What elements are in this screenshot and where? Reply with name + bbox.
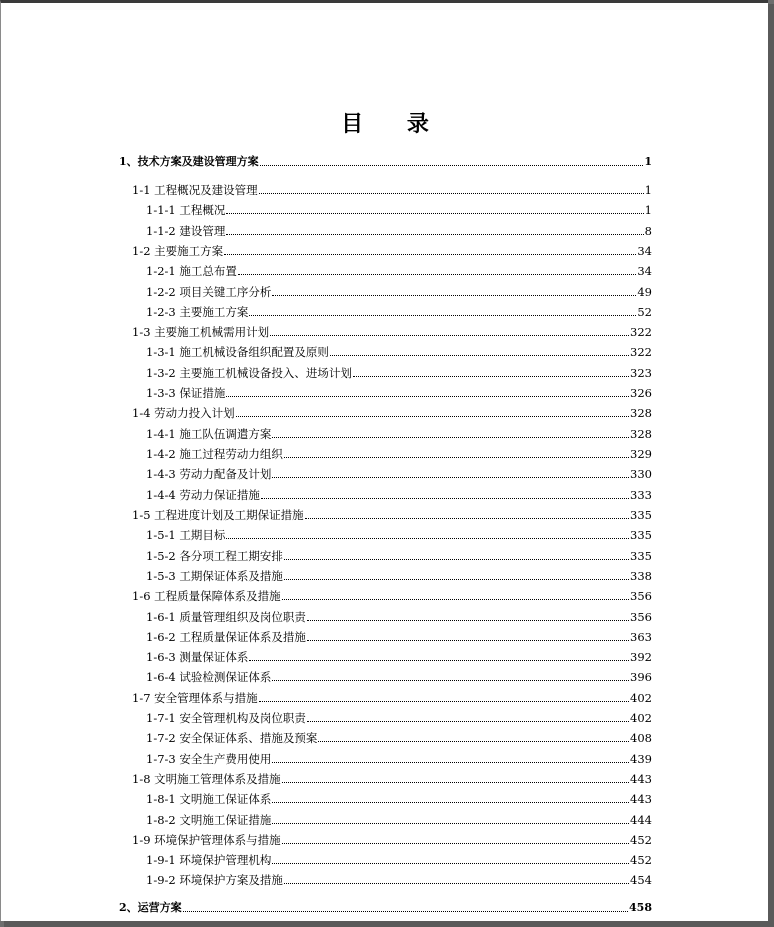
toc-entry-page-number: 454	[630, 873, 652, 887]
toc-entry[interactable]	[146, 382, 652, 400]
toc-entry-page-number: 356	[630, 610, 652, 624]
toc-dot-leader	[307, 620, 629, 621]
page-shadow-right	[768, 4, 774, 927]
toc-entry-page-number: 363	[630, 630, 652, 644]
toc-entry[interactable]	[146, 443, 652, 461]
toc-dot-leader	[183, 911, 628, 912]
toc-entry-page-number: 392	[630, 650, 652, 664]
toc-entry[interactable]	[146, 849, 652, 867]
toc-entry-page-number: 330	[630, 467, 652, 481]
toc-entry[interactable]	[132, 240, 652, 258]
toc-entry[interactable]	[146, 524, 652, 542]
toc-dot-leader	[249, 315, 636, 316]
toc-dot-leader	[238, 274, 636, 275]
toc-entry[interactable]	[146, 727, 652, 745]
toc-entry-page-number: 52	[637, 305, 652, 319]
toc-entry[interactable]	[146, 748, 652, 766]
toc-dot-leader	[272, 762, 629, 763]
toc-entry[interactable]	[146, 626, 652, 644]
toc-entry-page-number: 1	[644, 203, 652, 217]
toc-entry-label: 1-7 安全管理体系与措施	[132, 691, 258, 705]
toc-entry-label: 1-3-1 施工机械设备组织配置及原则	[146, 345, 329, 359]
toc-entry-page-number: 396	[630, 670, 652, 684]
toc-entry[interactable]	[132, 768, 652, 786]
toc-entry[interactable]	[146, 199, 652, 217]
toc-entry-label: 1-1-2 建设管理	[146, 224, 226, 238]
toc-entry-label: 1-8-2 文明施工保证措施	[146, 813, 272, 827]
toc-entry-label: 1-2 主要施工方案	[132, 244, 224, 258]
toc-entry-page-number: 328	[630, 406, 652, 420]
toc-dot-leader	[272, 802, 629, 803]
toc-entry-label: 1-5-1 工期目标	[146, 528, 226, 542]
toc-dot-leader	[284, 883, 629, 884]
toc-entry-page-number: 1	[644, 183, 652, 197]
toc-entry-label: 1-5 工程进度计划及工期保证措施	[132, 508, 304, 522]
toc-entry-label: 1-1-1 工程概况	[146, 203, 226, 217]
toc-dot-leader	[284, 559, 629, 560]
toc-dot-leader	[272, 680, 629, 681]
toc-entry[interactable]	[119, 151, 652, 169]
toc-entry[interactable]	[132, 687, 652, 705]
toc-entry[interactable]	[146, 869, 652, 887]
toc-entry-page-number: 326	[630, 386, 652, 400]
toc-entry-label: 1-7-3 安全生产费用使用	[146, 752, 272, 766]
toc-entry[interactable]	[132, 585, 652, 603]
toc-entry-page-number: 439	[630, 752, 652, 766]
toc-entry-page-number: 443	[630, 772, 652, 786]
toc-entry-label: 1-6-3 测量保证体系	[146, 650, 249, 664]
toc-dot-leader	[282, 843, 629, 844]
toc-entry-label: 1-3 主要施工机械需用计划	[132, 325, 270, 339]
toc-entry[interactable]	[146, 788, 652, 806]
toc-dot-leader	[259, 193, 644, 194]
toc-entry-label: 1-2-3 主要施工方案	[146, 305, 249, 319]
toc-entry-label: 1-9-2 环境保护方案及措施	[146, 873, 283, 887]
toc-dot-leader	[261, 498, 629, 499]
toc-entry-page-number: 34	[637, 264, 652, 278]
toc-entry[interactable]	[146, 545, 652, 563]
toc-entry[interactable]	[132, 179, 652, 197]
toc-entry-label: 1-4-3 劳动力配备及计划	[146, 467, 272, 481]
toc-entry-page-number: 1	[644, 155, 652, 168]
toc-entry-page-number: 408	[630, 731, 652, 745]
toc-entry-page-number: 452	[630, 853, 652, 867]
toc-dot-leader	[284, 457, 629, 458]
toc-dot-leader	[226, 213, 643, 214]
toc-entry-page-number: 356	[630, 589, 652, 603]
toc-entry[interactable]	[146, 341, 652, 359]
toc-entry-page-number: 322	[630, 325, 652, 339]
toc-entry-page-number: 335	[630, 528, 652, 542]
page-shadow-bottom	[4, 921, 774, 927]
toc-entry-page-number: 8	[644, 224, 652, 238]
toc-entry[interactable]	[146, 423, 652, 441]
toc-entry-label: 1-4-1 施工队伍调遣方案	[146, 427, 272, 441]
toc-entry-label: 1-6-1 质量管理组织及岗位职责	[146, 610, 306, 624]
toc-entry-page-number: 458	[629, 901, 652, 914]
toc-dot-leader	[226, 396, 629, 397]
toc-entry-label: 1-6-4 试验检测保证体系	[146, 670, 272, 684]
toc-dot-leader	[353, 376, 629, 377]
toc-entry-page-number: 322	[630, 345, 652, 359]
toc-entry-label: 1-4 劳动力投入计划	[132, 406, 235, 420]
toc-entry[interactable]	[146, 809, 652, 827]
toc-entry-label: 1-9 环境保护管理体系与措施	[132, 833, 281, 847]
toc-entry-label: 1-4-2 施工过程劳动力组织	[146, 447, 283, 461]
toc-entry[interactable]	[146, 362, 652, 380]
toc-dot-leader	[282, 599, 629, 600]
toc-entry[interactable]	[132, 321, 652, 339]
toc-dot-leader	[226, 234, 643, 235]
toc-entry-page-number: 402	[630, 691, 652, 705]
toc-entry-label: 1-5-3 工期保证体系及措施	[146, 569, 283, 583]
toc-entry-label: 1、技术方案及建设管理方案	[119, 155, 259, 168]
toc-entry[interactable]	[146, 606, 652, 624]
toc-entry-label: 1-9-1 环境保护管理机构	[146, 853, 272, 867]
toc-dot-leader	[249, 660, 629, 661]
toc-dot-leader	[272, 823, 629, 824]
toc-dot-leader	[305, 518, 629, 519]
toc-entry-page-number: 49	[637, 285, 652, 299]
toc-dot-leader	[260, 165, 644, 166]
toc-dot-leader	[272, 295, 636, 296]
toc-dot-leader	[330, 355, 629, 356]
toc-entry[interactable]	[146, 260, 652, 278]
toc-entry-label: 1-2-1 施工总布置	[146, 264, 237, 278]
toc-dot-leader	[236, 416, 629, 417]
toc-entry-label: 1-5-2 各分项工程工期安排	[146, 549, 283, 563]
toc-entry-label: 1-3-3 保证措施	[146, 386, 226, 400]
toc-entry-label: 1-6 工程质量保障体系及措施	[132, 589, 281, 603]
toc-entry-page-number: 34	[637, 244, 652, 258]
toc-entry-label: 1-7-2 安全保证体系、措施及预案	[146, 731, 318, 745]
page-title: 目 录	[341, 111, 447, 137]
toc-entry-label: 1-8 文明施工管理体系及措施	[132, 772, 281, 786]
toc-entry[interactable]	[146, 281, 652, 299]
toc-dot-leader	[224, 254, 636, 255]
toc-dot-leader	[318, 741, 629, 742]
toc-dot-leader	[282, 782, 629, 783]
toc-entry-page-number: 338	[630, 569, 652, 583]
toc-entry-page-number: 335	[630, 508, 652, 522]
toc-entry-page-number: 335	[630, 549, 652, 563]
toc-entry[interactable]	[132, 829, 652, 847]
toc-entry-label: 1-3-2 主要施工机械设备投入、进场计划	[146, 366, 352, 380]
toc-entry-label: 1-4-4 劳动力保证措施	[146, 488, 260, 502]
toc-entry[interactable]	[119, 897, 652, 915]
toc-entry[interactable]	[146, 463, 652, 481]
toc-entry-label: 2、运营方案	[119, 901, 182, 914]
toc-entry[interactable]	[146, 565, 652, 583]
toc-entry-page-number: 328	[630, 427, 652, 441]
toc-dot-leader	[259, 701, 629, 702]
toc-entry[interactable]	[132, 402, 652, 420]
toc-entry-label: 1-6-2 工程质量保证体系及措施	[146, 630, 306, 644]
toc-entry-page-number: 402	[630, 711, 652, 725]
toc-entry-page-number: 444	[630, 813, 652, 827]
toc-entry-page-number: 323	[630, 366, 652, 380]
toc-entry-label: 1-7-1 安全管理机构及岗位职责	[146, 711, 306, 725]
toc-entry[interactable]	[146, 666, 652, 684]
toc-entry-label: 1-1 工程概况及建设管理	[132, 183, 258, 197]
toc-entry-label: 1-2-2 项目关键工序分析	[146, 285, 272, 299]
toc-entry[interactable]	[146, 301, 652, 319]
toc-dot-leader	[307, 721, 629, 722]
toc-entry[interactable]	[146, 707, 652, 725]
toc-dot-leader	[307, 640, 629, 641]
toc-entry[interactable]	[146, 646, 652, 664]
toc-entry-page-number: 333	[630, 488, 652, 502]
toc-dot-leader	[272, 477, 629, 478]
toc-entry[interactable]	[146, 220, 652, 238]
toc-entry-page-number: 452	[630, 833, 652, 847]
toc-entry-page-number: 329	[630, 447, 652, 461]
toc-dot-leader	[272, 863, 629, 864]
toc-entry-page-number: 443	[630, 792, 652, 806]
toc-dot-leader	[270, 335, 629, 336]
toc-dot-leader	[226, 538, 629, 539]
toc-entry[interactable]	[146, 484, 652, 502]
table-of-contents	[1, 3, 769, 924]
toc-dot-leader	[272, 437, 629, 438]
toc-dot-leader	[284, 579, 629, 580]
toc-entry[interactable]	[132, 504, 652, 522]
toc-entry-label: 1-8-1 文明施工保证体系	[146, 792, 272, 806]
